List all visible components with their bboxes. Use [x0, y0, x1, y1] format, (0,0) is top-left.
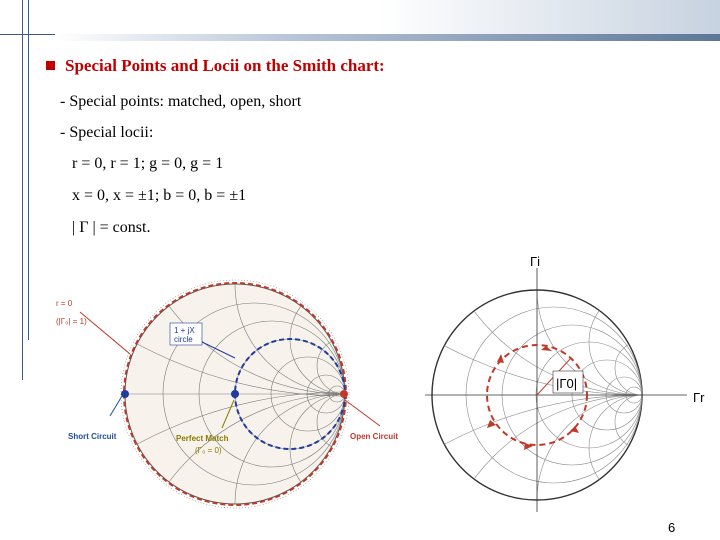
resistance-locii-line: r = 0, r = 1; g = 0, g = 1	[72, 155, 224, 172]
open-circuit-point	[340, 390, 348, 398]
perfect-match-sublabel: (Γ₀ = 0)	[195, 446, 222, 455]
open-pointer-line	[345, 400, 380, 426]
r0-label: r = 0	[56, 299, 73, 308]
perfect-match-label: Perfect Match	[176, 434, 229, 443]
gamma0-label: |Γ0|	[556, 376, 578, 391]
decor-vertical-line	[28, 0, 29, 340]
special-locii-line: - Special locii:	[60, 124, 154, 141]
r0-pointer-line	[80, 312, 130, 354]
gamma-const-line: | Γ | = const.	[72, 219, 151, 236]
circle-label-line2: circle	[174, 335, 193, 344]
short-circuit-label: Short Circuit	[68, 432, 117, 441]
smith-chart-annotated	[50, 276, 425, 536]
heading-text: Special Points and Locii on the Smith chart:	[65, 56, 385, 75]
short-circuit-point	[121, 390, 129, 398]
slide-heading	[46, 56, 385, 76]
square-bullet-icon	[46, 61, 55, 70]
decor-gradient-top-right	[380, 0, 720, 34]
decor-bar-top	[55, 34, 720, 41]
r0-sublabel: (|Γ₀| = 1)	[56, 317, 87, 326]
open-circuit-label: Open Circuit	[350, 432, 399, 441]
page-number: 6	[668, 520, 676, 535]
matched-point	[231, 390, 239, 398]
gamma-r-label: Γr	[693, 390, 705, 405]
gamma-i-label: Γi	[530, 254, 541, 269]
short-pointer-line	[110, 396, 122, 416]
smith-chart-gamma-plane	[425, 250, 720, 520]
reactance-locii-line: x = 0, x = ±1; b = 0, b = ±1	[72, 187, 247, 204]
decor-vertical-line	[22, 0, 23, 380]
special-points-line: - Special points: matched, open, short	[60, 93, 302, 110]
circle-label-line1: 1 + jX	[174, 326, 195, 335]
